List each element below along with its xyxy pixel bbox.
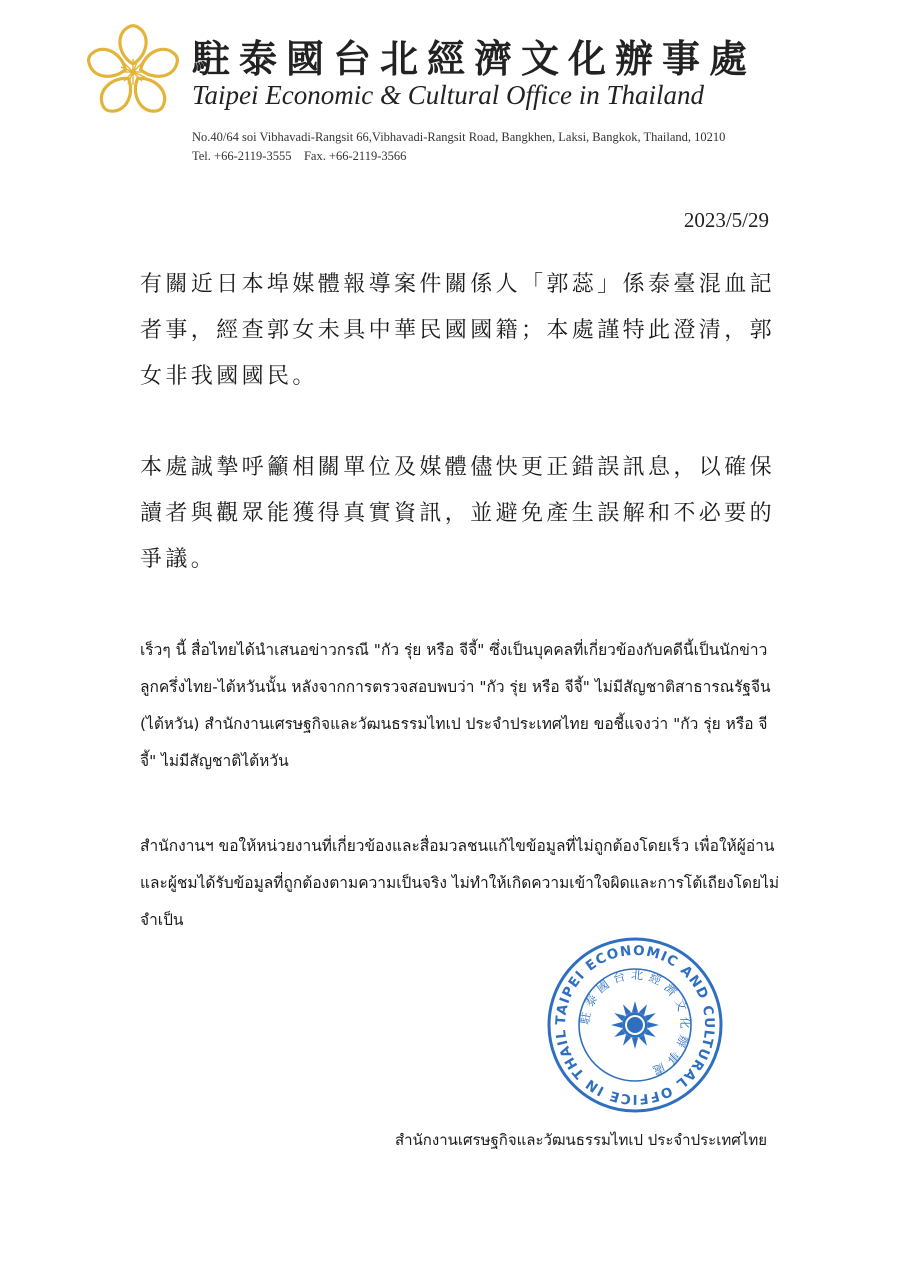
address-line: No.40/64 soi Vibhavadi-Rangsit 66,Vibhavadi-Rangsit Road, Bangkhen, Laksi, Bangkok, Thailand, 10210 xyxy=(192,130,726,144)
seal-inner-text: 駐泰國台北經濟文化辦事處 xyxy=(577,967,693,1081)
signature-org-th: สำนักงานเศรษฐกิจและวัฒนธรรมไทเป ประจำประเทศไทย xyxy=(394,1131,767,1149)
official-seal xyxy=(545,935,725,1115)
zh-paragraph-1: 有關近日本埠媒體報導案件關係人「郭蕊」係泰臺混血記者事，經查郭女未具中華民國國籍；本處謹特此澄清，郭女非我國國民。 xyxy=(140,272,776,389)
letter-date: 2023/5/29 xyxy=(683,208,769,232)
org-name-en: Taipei Economic & Cultural Office in Thailand xyxy=(192,80,704,110)
zh-paragraph-2: 本處誠摯呼籲相關單位及媒體儘快更正錯誤訊息，以確保讀者與觀眾能獲得真實資訊，並避免產生誤解和不必要的爭議。 xyxy=(140,455,776,572)
sun-emblem-icon xyxy=(611,1001,659,1049)
address-block xyxy=(192,128,725,166)
contact-line: Tel. +66-2119-3555 Fax. +66-2119-3566 xyxy=(192,149,407,163)
th-paragraph-2: สำนักงานฯ ขอให้หน่วยงานที่เกี่ยวข้องและสื่อมวลชนแก้ไขข้อมูลที่ไม่ถูกต้องโดยเร็ว เพื่อให้ผู้อ่านและผู้ชมได้รับข้อมูลที่ถูกต้องตามความเป็นจริง ไม่ทำให้เกิดความเข้าใจผิดและการโต้เถียงโดยไม่จำเป็น xyxy=(140,837,780,929)
seal-ring-text: TAIPEI ECONOMIC AND CULTURAL OFFICE IN THAIL xyxy=(552,942,718,1108)
plum-blossom-icon xyxy=(82,22,184,120)
org-name-zh: 駐泰國台北經濟文化辦事處 xyxy=(192,36,757,81)
th-paragraph-1: เร็วๆ นี้ สื่อไทยได้นำเสนอข่าวกรณี "กัว รุ่ย หรือ จีจี้" ซึ่งเป็นบุคคลที่เกี่ยวข้องกับคดีนี้เป็นนักข่าวลูกครึ่งไทย-ไต้หวันนั้น หลังจากการตรวจสอบพบว่า "กัว รุ่ย หรือ จีจี้" ไม่มีสัญชาติสาธารณรัฐจีน (ไต้หวัน) สำนักงานเศรษฐกิจและวัฒนธรรมไทเป ประจำประเทศไทย ขอชี้แจงว่า "กัว รุ่ย หรือ จีจี้" ไม่มีสัญชาติไต้หวัน xyxy=(140,641,771,770)
